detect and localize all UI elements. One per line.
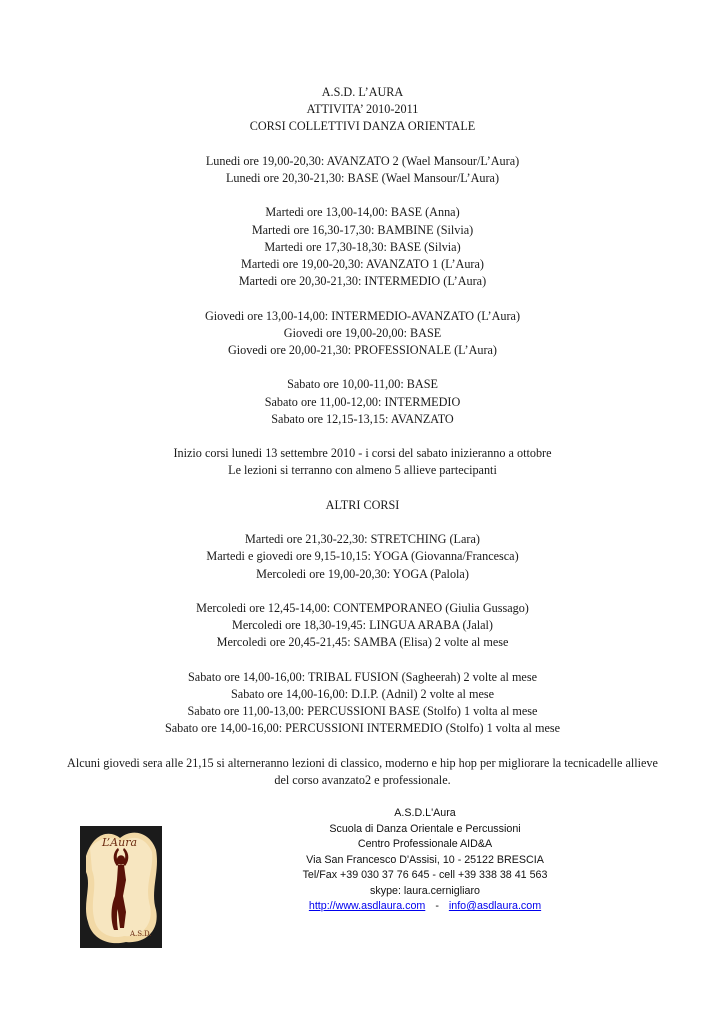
- schedule-line: Sabato ore 12,15-13,15: AVANZATO: [271, 411, 454, 426]
- header-title: A.S.D. L’AURA: [321, 85, 404, 99]
- header-course-type: CORSI COLLETTIVI DANZA ORIENTALE: [249, 119, 476, 134]
- schedule-line: Sabato ore 14,00-16,00: D.I.P. (Adnil) 2 volte al mese: [231, 686, 494, 701]
- section-heading-altri-corsi: ALTRI CORSI: [325, 497, 400, 512]
- schedule-line: Martedi ore 21,30-22,30: STRETCHING (Lara): [245, 532, 480, 547]
- start-info: Inizio corsi lunedi 13 settembre 2010 - i corsi del sabato inizieranno a ottobre: [173, 446, 552, 461]
- schedule-line: Sabato ore 14,00-16,00: PERCUSSIONI INTERMEDIO (Stolfo) 1 volta al mese: [164, 721, 561, 736]
- logo-subtitle: A.S.D.: [130, 930, 152, 938]
- footer-address: Via San Francesco D'Assisi, 10 - 25122 BRESCIA: [306, 853, 544, 866]
- schedule-line: Martedi ore 20,30-21,30: INTERMEDIO (L’Aura): [238, 274, 487, 289]
- school-logo: [80, 826, 162, 948]
- schedule-line: Mercoledi ore 20,45-21,45: SAMBA (Elisa) 2 volte al mese: [216, 635, 509, 650]
- schedule-line: Martedi ore 16,30-17,30: BAMBINE (Silvia): [251, 222, 474, 237]
- schedule-line: Giovedi ore 19,00-20,00: BASE: [283, 325, 442, 340]
- header-subtitle: ATTIVITA’ 2010-2011: [306, 102, 419, 117]
- schedule-line: Sabato ore 11,00-12,00: INTERMEDIO: [264, 394, 461, 409]
- schedule-line: Lunedi ore 19,00-20,30: AVANZATO 2 (Wael Mansour/L’Aura): [205, 153, 520, 168]
- schedule-line: Sabato ore 14,00-16,00: TRIBAL FUSION (Sagheerah) 2 volte al mese: [188, 669, 537, 684]
- schedule-line: Mercoledi ore 19,00-20,30: YOGA (Palola): [256, 566, 469, 581]
- schedule-line: Giovedi ore 20,00-21,30: PROFESSIONALE (L’Aura): [227, 343, 497, 357]
- schedule-line: Martedi ore 17,30-18,30: BASE (Silvia): [264, 239, 461, 254]
- footer-skype: skype: laura.cernigliaro: [370, 884, 480, 897]
- footer-center: Centro Professionale AID&A: [357, 838, 493, 850]
- document-body: [0, 84, 725, 789]
- schedule-line: Lunedi ore 20,30-21,30: BASE (Wael Mansour/L’Aura): [225, 171, 500, 185]
- schedule-line: Giovedi ore 13,00-14,00: INTERMEDIO-AVANZATO (L’Aura): [204, 308, 521, 323]
- closing-paragraph: Alcuni giovedi sera alle 21,15 si alterneranno lezioni di classico, moderno e hip hop per migliorare la tecnicadelle allieve del corso avanzato2 e professionale.: [67, 755, 658, 787]
- footer-school-desc: Scuola di Danza Orientale e Percussioni: [329, 822, 521, 835]
- website-link[interactable]: http://www.asdlaura.com: [308, 900, 426, 912]
- footer-phone: Tel/Fax +39 030 37 76 645 - cell +39 338 38 41 563: [302, 869, 548, 881]
- footer-org-name: A.S.D.L'Aura: [394, 807, 456, 819]
- link-separator: -: [435, 900, 439, 912]
- participants-info: Le lezioni si terranno con almeno 5 allieve partecipanti: [228, 463, 497, 478]
- schedule-line: Mercoledi ore 12,45-14,00: CONTEMPORANEO (Giulia Gussago): [196, 600, 529, 615]
- email-link[interactable]: info@asdlaura.com: [448, 900, 542, 912]
- schedule-line: Martedi ore 13,00-14,00: BASE (Anna): [265, 205, 460, 220]
- logo-wordmark: L’Aura: [102, 836, 138, 849]
- schedule-line: Mercoledi ore 18,30-19,45: LINGUA ARABA (Jalal): [232, 618, 493, 633]
- footer-links: [285, 899, 565, 915]
- schedule-line: Sabato ore 11,00-13,00: PERCUSSIONI BASE (Stolfo) 1 volta al mese: [187, 704, 538, 719]
- schedule-line: Sabato ore 10,00-11,00: BASE: [287, 377, 438, 392]
- schedule-line: Martedi ore 19,00-20,30: AVANZATO 1 (L’Aura): [241, 257, 484, 271]
- contact-footer: [285, 806, 565, 915]
- dancer-logo-icon: [80, 826, 162, 948]
- schedule-line: Martedi e giovedi ore 9,15-10,15: YOGA (Giovanna/Francesca): [206, 549, 519, 564]
